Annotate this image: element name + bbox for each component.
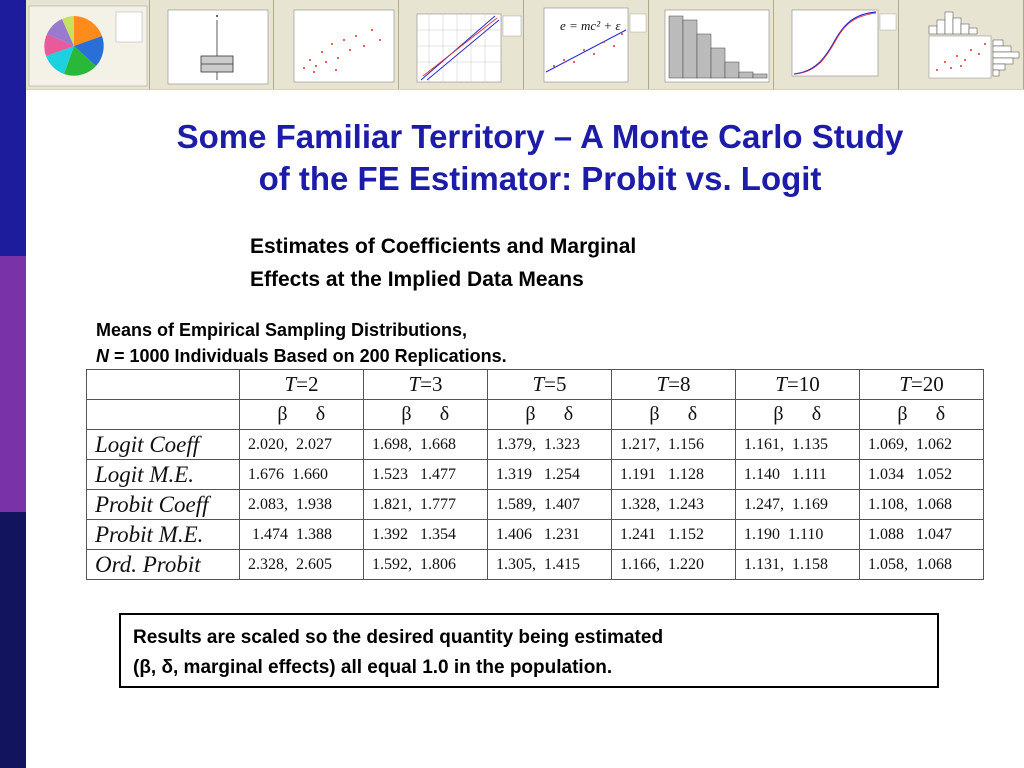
sidebar-segment-blue xyxy=(0,0,26,256)
equation-text: e = mc² + ε xyxy=(560,18,621,33)
table-cell: 1.392 1.354 xyxy=(364,520,488,550)
row-label: Logit Coeff xyxy=(87,430,240,460)
table-cell: 1.217, 1.156 xyxy=(612,430,736,460)
left-color-bar xyxy=(0,0,26,768)
table-cell: 1.034 1.052 xyxy=(860,460,984,490)
table-cell: 1.379, 1.323 xyxy=(488,430,612,460)
table-cell: 2.020, 2.027 xyxy=(240,430,364,460)
thumbnail-scatter-plot xyxy=(274,0,399,89)
table-cell: 1.474 1.388 xyxy=(240,520,364,550)
results-table xyxy=(86,369,984,580)
table-cell: 1.305, 1.415 xyxy=(488,550,612,580)
table-row xyxy=(87,460,984,490)
column-header: T=20 xyxy=(860,370,984,400)
table-row xyxy=(87,520,984,550)
table-cell: 1.589, 1.407 xyxy=(488,490,612,520)
thumbnail-marginal-plot xyxy=(899,0,1024,89)
row-label: Probit M.E. xyxy=(87,520,240,550)
sidebar-segment-purple xyxy=(0,256,26,512)
subtitle-line-1: Estimates of Coefficients and Marginal xyxy=(250,235,637,258)
table-cell: 1.821, 1.777 xyxy=(364,490,488,520)
thumbnail-regression-plot xyxy=(524,0,649,89)
table-cell: 1.676 1.660 xyxy=(240,460,364,490)
table-cell: 2.328, 2.605 xyxy=(240,550,364,580)
table-cell: 1.108, 1.068 xyxy=(860,490,984,520)
note-line-1: Results are scaled so the desired quantity being estimated xyxy=(133,627,664,648)
table-row xyxy=(87,430,984,460)
table-caption xyxy=(96,317,507,369)
table-cell: 1.161, 1.135 xyxy=(736,430,860,460)
caption-line-1: Means of Empirical Sampling Distributions, xyxy=(96,320,468,340)
table-cell: 1.328, 1.243 xyxy=(612,490,736,520)
table-symbol-row xyxy=(87,400,984,430)
results-note-box xyxy=(119,613,939,688)
column-header: T=10 xyxy=(736,370,860,400)
table-header-row xyxy=(87,370,984,400)
table-cell: 1.058, 1.068 xyxy=(860,550,984,580)
title-line-2: of the FE Estimator: Probit vs. Logit xyxy=(258,160,822,197)
sidebar-segment-navy xyxy=(0,512,26,768)
symbol-cell: β δ xyxy=(240,400,364,430)
subtitle-line-2: Effects at the Implied Data Means xyxy=(250,268,584,291)
symbol-cell: β δ xyxy=(612,400,736,430)
column-header: T=5 xyxy=(488,370,612,400)
symbol-cell: β δ xyxy=(364,400,488,430)
column-header: T=8 xyxy=(612,370,736,400)
symbol-cell: β δ xyxy=(488,400,612,430)
table-cell: 1.140 1.111 xyxy=(736,460,860,490)
table-cell: 1.166, 1.220 xyxy=(612,550,736,580)
slide-subtitle xyxy=(250,230,636,296)
chart-thumbnail-strip xyxy=(26,0,1024,90)
slide-title xyxy=(70,116,1010,200)
table-cell: 1.698, 1.668 xyxy=(364,430,488,460)
table-cell: 2.083, 1.938 xyxy=(240,490,364,520)
row-label: Probit Coeff xyxy=(87,490,240,520)
table-cell: 1.592, 1.806 xyxy=(364,550,488,580)
thumbnail-cdf-plot xyxy=(774,0,899,89)
thumbnail-probability-plot xyxy=(399,0,524,89)
thumbnail-pie-chart xyxy=(26,0,150,89)
column-header: T=3 xyxy=(364,370,488,400)
corner-cell xyxy=(87,370,240,400)
table-cell: 1.406 1.231 xyxy=(488,520,612,550)
row-label: Logit M.E. xyxy=(87,460,240,490)
symbol-row-label xyxy=(87,400,240,430)
table-cell: 1.247, 1.169 xyxy=(736,490,860,520)
symbol-cell: β δ xyxy=(736,400,860,430)
table-cell: 1.069, 1.062 xyxy=(860,430,984,460)
caption-line-2-text: = 1000 Individuals Based on 200 Replications. xyxy=(109,346,507,366)
symbol-cell: β δ xyxy=(860,400,984,430)
thumbnail-box-plot xyxy=(150,0,274,89)
note-line-2: (β, δ, marginal effects) all equal 1.0 in the population. xyxy=(133,657,613,678)
thumbnail-histogram xyxy=(649,0,774,89)
table-cell: 1.191 1.128 xyxy=(612,460,736,490)
row-label: Ord. Probit xyxy=(87,550,240,580)
table-row xyxy=(87,550,984,580)
column-header: T=2 xyxy=(240,370,364,400)
table-cell: 1.523 1.477 xyxy=(364,460,488,490)
caption-line-2 xyxy=(96,343,507,369)
table-cell: 1.241 1.152 xyxy=(612,520,736,550)
table-row xyxy=(87,490,984,520)
title-line-1: Some Familiar Territory – A Monte Carlo Study xyxy=(176,118,904,155)
table-cell: 1.190 1.110 xyxy=(736,520,860,550)
table-cell: 1.131, 1.158 xyxy=(736,550,860,580)
table-cell: 1.319 1.254 xyxy=(488,460,612,490)
caption-n-variable: N xyxy=(96,346,109,366)
table-cell: 1.088 1.047 xyxy=(860,520,984,550)
